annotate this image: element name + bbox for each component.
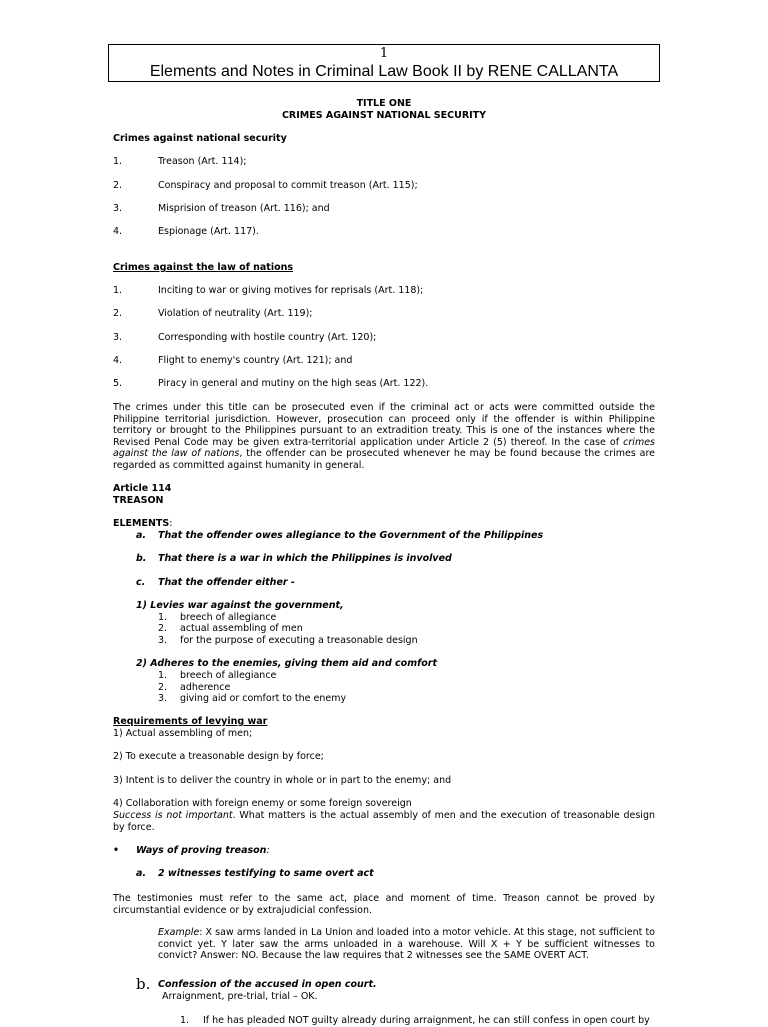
list-item-number: 3. bbox=[158, 693, 168, 704]
confession-stages: Arraignment, pre-trial, trial – OK. bbox=[162, 991, 318, 1002]
title-crimes-national-security: CRIMES AGAINST NATIONAL SECURITY bbox=[281, 110, 487, 121]
list-item-number: 1. bbox=[180, 1015, 190, 1026]
page-number: 1 bbox=[379, 46, 389, 61]
element-text: That there is a war in which the Philippines is involved bbox=[158, 553, 452, 564]
list-item: Inciting to war or giving motives for reprisals (Art. 118); bbox=[158, 285, 424, 296]
levying-war-heading: Requirements of levying war bbox=[113, 716, 268, 727]
elements-heading bbox=[113, 518, 172, 530]
list-item-number: 3. bbox=[113, 203, 123, 214]
proving-way-confession: Confession of the accused in open court. bbox=[158, 979, 377, 990]
list-item: breech of allegiance bbox=[180, 670, 277, 681]
title-one: TITLE ONE bbox=[356, 98, 412, 109]
list-item: giving aid or comfort to the enemy bbox=[180, 693, 347, 704]
section-heading-national-security: Crimes against national security bbox=[113, 133, 287, 144]
success-italic: Success is not important bbox=[113, 810, 233, 821]
example-paragraph bbox=[158, 927, 655, 962]
list-item-number: 1. bbox=[158, 612, 168, 623]
element-letter: a. bbox=[136, 530, 147, 541]
list-item: Flight to enemy's country (Art. 121); and bbox=[158, 355, 353, 366]
list-item: Treason (Art. 114); bbox=[158, 156, 247, 167]
list-item-number: 3. bbox=[158, 635, 168, 646]
list-item-number: 1. bbox=[158, 670, 168, 681]
elements-colon: : bbox=[169, 518, 173, 529]
list-item-number: 2. bbox=[113, 308, 123, 319]
testimony-paragraph: The testimonies must refer to the same act, place and moment of time. Treason cannot be proved by circumstantial evidence or by extrajudicial confession. bbox=[113, 893, 655, 916]
success-text: . What matters is the actual assembly of men and the execution of treasonable design by force. bbox=[113, 810, 655, 833]
levying-requirement: 1) Actual assembling of men; bbox=[113, 728, 253, 739]
document-title: Elements and Notes in Criminal Law Book II by RENE CALLANTA bbox=[149, 63, 619, 80]
article-name: TREASON bbox=[113, 495, 164, 506]
elements-label: ELEMENTS bbox=[113, 518, 170, 529]
list-item: for the purpose of executing a treasonable design bbox=[180, 635, 418, 646]
list-item-number: 2. bbox=[158, 623, 168, 634]
element-letter: c. bbox=[136, 577, 146, 588]
list-item: Piracy in general and mutiny on the high seas (Art. 122). bbox=[158, 378, 429, 389]
document-header bbox=[108, 44, 660, 82]
list-item-number: 3. bbox=[113, 332, 123, 343]
list-item-number: 4. bbox=[113, 355, 123, 366]
list-item: Espionage (Art. 117). bbox=[158, 226, 259, 237]
article-number: Article 114 bbox=[113, 483, 172, 494]
paragraph-text: The crimes under this title can be prosecuted even if the criminal act or acts were committed outside the Philippine territorial jurisdiction. However, prosecution can proceed only if the offender is within Philippine territory or brought to the Philippines pursuant to an extradition treaty. This is one of the instances where the Revised Penal Code may be given extra-territorial application under Article 2 (5) thereof. In the case of bbox=[113, 402, 655, 448]
list-item: adherence bbox=[180, 682, 231, 693]
list-item: breech of allegiance bbox=[180, 612, 277, 623]
proving-heading-colon: : bbox=[266, 845, 270, 856]
proving-heading-text: Ways of proving treason bbox=[136, 845, 267, 856]
list-item-number: 5. bbox=[113, 378, 123, 389]
list-item: Conspiracy and proposal to commit treason (Art. 115); bbox=[158, 180, 418, 191]
element-letter: a. bbox=[136, 868, 147, 879]
list-item: If he has pleaded NOT guilty already during arraignment, he can still confess in open court by bbox=[203, 1015, 650, 1026]
list-item-number: 2. bbox=[113, 180, 123, 191]
levying-requirement: 4) Collaboration with foreign enemy or some foreign sovereign bbox=[113, 798, 412, 809]
list-item: actual assembling of men bbox=[180, 623, 303, 634]
levying-requirement: 3) Intent is to deliver the country in whole or in part to the enemy; and bbox=[113, 775, 452, 786]
list-item: Violation of neutrality (Art. 119); bbox=[158, 308, 313, 319]
success-note bbox=[113, 810, 655, 833]
element-letter: b. bbox=[136, 553, 147, 564]
example-text: : X saw arms landed in La Union and loaded into a motor vehicle. At this stage, not sufficient to convict yet. Y later saw the arms unloaded in a warehouse. Will X + Y be sufficient witnesses to convict? Answer: NO. Because the law requires that 2 witnesses see the SAME OVERT ACT. bbox=[158, 927, 655, 961]
list-item: Misprision of treason (Art. 116); and bbox=[158, 203, 330, 214]
bullet-icon: • bbox=[113, 845, 120, 856]
proving-heading bbox=[136, 845, 270, 857]
section-heading-law-of-nations: Crimes against the law of nations bbox=[113, 262, 294, 273]
paragraph-text: , the offender can be prosecuted whenever he may be found because the crimes are regarded as committed against humanity in general. bbox=[113, 448, 656, 471]
list-item: Corresponding with hostile country (Art. 120); bbox=[158, 332, 377, 343]
paragraph-extraterritorial bbox=[113, 402, 655, 471]
levying-requirement: 2) To execute a treasonable design by force; bbox=[113, 751, 324, 762]
proving-way-two-witnesses: 2 witnesses testifying to same overt act bbox=[158, 868, 374, 879]
example-label: Example bbox=[158, 927, 200, 938]
element-letter: b. bbox=[136, 975, 151, 993]
list-item-number: 1. bbox=[113, 285, 123, 296]
element-text: That the offender either - bbox=[158, 577, 295, 588]
list-item-number: 4. bbox=[113, 226, 123, 237]
mode-heading-levies-war: 1) Levies war against the government, bbox=[136, 600, 344, 611]
list-item-number: 2. bbox=[158, 682, 168, 693]
list-item-number: 1. bbox=[113, 156, 123, 167]
mode-heading-adheres: 2) Adheres to the enemies, giving them aid and comfort bbox=[136, 658, 437, 669]
element-text: That the offender owes allegiance to the Government of the Philippines bbox=[158, 530, 544, 541]
paragraph-italic-term: crimes against the law of nations bbox=[113, 436, 655, 459]
